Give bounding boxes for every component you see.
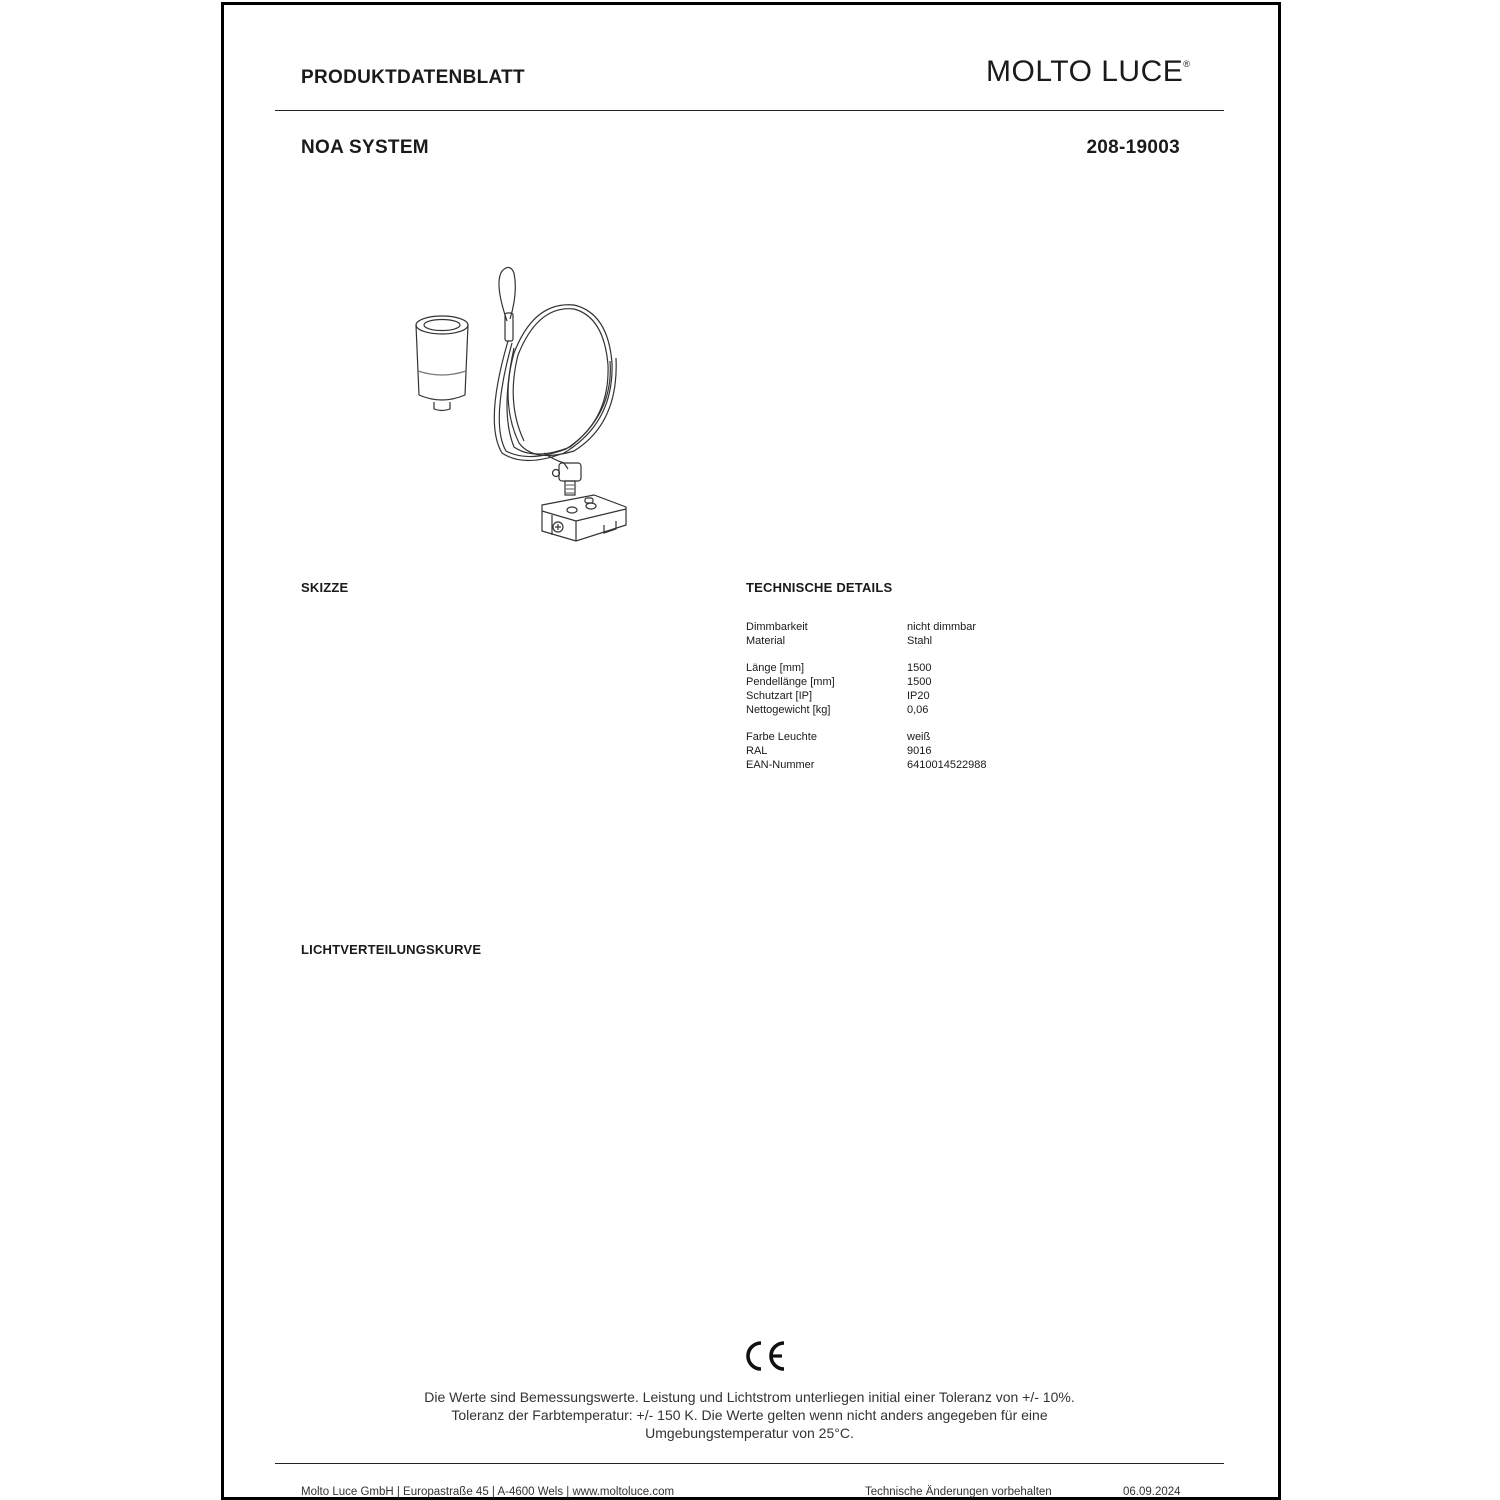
detail-row-length: Länge [mm] 1500 (746, 662, 932, 675)
brand-name: MOLTO LUCE (986, 55, 1184, 88)
brand-logo (986, 55, 1190, 89)
header-divider (275, 110, 1224, 111)
section-title-sketch: SKIZZE (301, 580, 349, 595)
product-sketch-image (404, 263, 634, 563)
product-name: NOA SYSTEM (301, 137, 429, 158)
detail-row-pendant-length: Pendellänge [mm] 1500 (746, 676, 932, 689)
detail-row-color: Farbe Leuchte weiß (746, 731, 931, 744)
footer-date: 06.09.2024 (1123, 1486, 1181, 1498)
technical-details-table (746, 621, 987, 773)
registered-mark: ® (1183, 59, 1191, 69)
datasheet-page (221, 2, 1281, 1500)
svg-text:CE: CE (744, 1339, 746, 1340)
section-title-technical-details: TECHNISCHE DETAILS (746, 580, 893, 595)
disclaimer-text: Die Werte sind Bemessungswerte. Leistung und Lichtstrom unterliegen initial einer Toleranz von +/- 10%. Toleranz der Farbtemperatur: +/- 150 K. Die Werte gelten wenn nicht anders angegeben für eine Umgebungstemperatur von 25°C. (424, 1389, 1075, 1441)
detail-row-material: Material Stahl (746, 634, 933, 647)
detail-row-ean: EAN-Nummer 6410014522988 (746, 759, 987, 772)
section-title-light-distribution: LICHTVERTEILUNGSKURVE (301, 942, 482, 957)
detail-row-dimmability: Dimmbarkeit nicht dimmbar (746, 621, 977, 633)
footer-company-info: Molto Luce GmbH | Europastraße 45 | A-4600 Wels | www.moltoluce.com (301, 1486, 675, 1498)
detail-row-ral: RAL 9016 (746, 745, 932, 758)
document-title: PRODUKTDATENBLATT (301, 67, 525, 88)
detail-row-ip-rating: Schutzart [IP] IP20 (746, 690, 930, 703)
product-code: 208-19003 (1086, 137, 1180, 158)
footer-change-notice: Technische Änderungen vorbehalten (865, 1486, 1052, 1498)
ce-mark-icon (744, 1339, 788, 1373)
detail-row-net-weight: Nettogewicht [kg] 0,06 (746, 703, 929, 716)
footer-divider (275, 1463, 1224, 1464)
